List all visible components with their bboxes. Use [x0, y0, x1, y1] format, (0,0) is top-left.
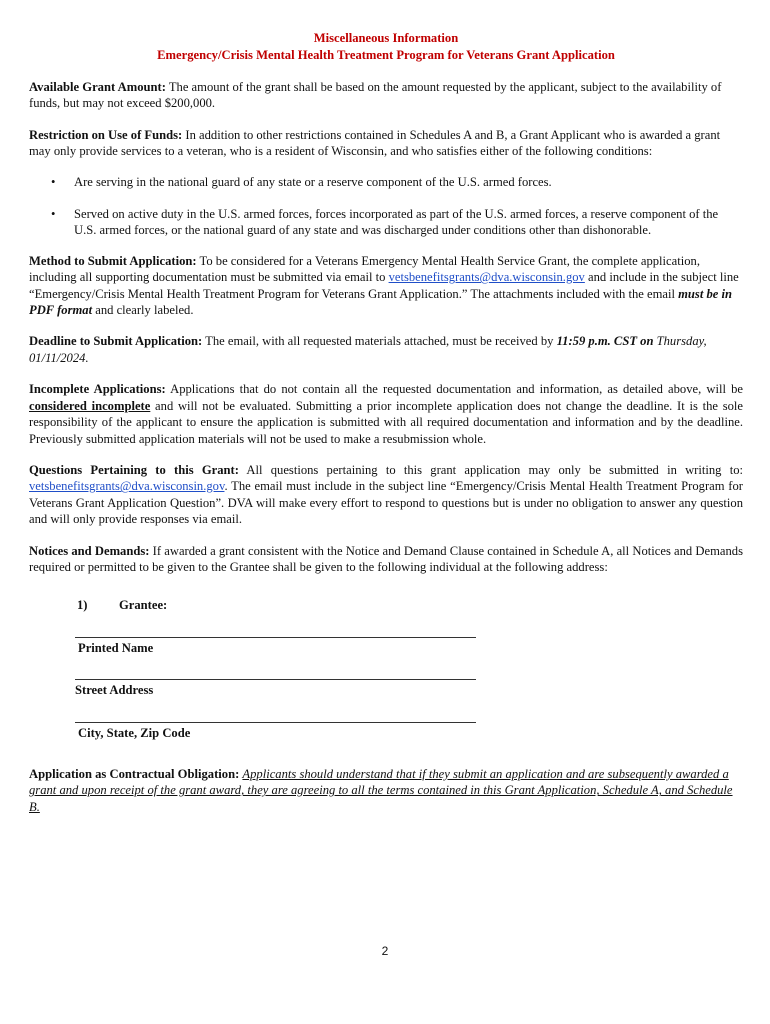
list-item [29, 206, 743, 239]
incomplete-emphasis: considered incomplete [29, 398, 151, 413]
page-number: 2 [381, 944, 389, 958]
city-state-zip-label: City, State, Zip Code [78, 725, 191, 740]
grantee-number: 1) [77, 598, 88, 613]
incomplete-heading: Incomplete Applications: [29, 382, 166, 397]
printed-name-label: Printed Name [78, 640, 154, 655]
grant-amount-heading: Available Grant Amount: [29, 80, 166, 94]
method-text-1: To be considered for a Veterans Emergency Mental Health Service Grant, the complete application, including all supporting documentation must be submitted via email to [29, 253, 700, 285]
signature-line [75, 722, 476, 723]
deadline-section [29, 333, 743, 366]
incomplete-text-2: and will not be evaluated. Submitting a prior incomplete application does not change the deadline. It is the sole responsibility of the applicant to ensure the application is submitted with all required documentation and information and by the deadline. Previously submitted application materials will not be used to make a resubmission whole. [29, 398, 743, 446]
restriction-heading: Restriction on Use of Funds: [29, 127, 183, 142]
restriction-section [29, 127, 743, 160]
document-header [29, 30, 743, 64]
deadline-text: The email, with all requested materials attached, must be received by [202, 334, 557, 349]
incomplete-text-1: Applications that do not contain all the requested documentation and information, as detailed above, will be [165, 382, 743, 397]
deadline-time: 11:59 p.m. CST on [556, 334, 654, 349]
deadline-date: Thursday, 01/11/2024. [29, 334, 707, 365]
deadline-heading: Deadline to Submit Application: [29, 334, 203, 349]
document-page [29, 30, 743, 815]
bullet-icon: • [51, 174, 56, 189]
method-text-3: and clearly labeled. [92, 303, 194, 318]
grant-amount-section [29, 79, 743, 112]
notices-heading: Notices and Demands: [29, 543, 150, 558]
list-item [29, 174, 743, 190]
street-address-label: Street Address [75, 683, 154, 698]
printed-name-field[interactable] [75, 637, 476, 656]
street-address-field[interactable] [75, 679, 476, 698]
restriction-text: In addition to other restrictions contained in Schedules A and B, a Grant Applicant who is awarded a grant may only provide services to a veteran, who is a resident of Wisconsin, and who satisfies either of the following conditions: [29, 127, 721, 159]
submission-email-link[interactable]: vetsbenefitsgrants@dva.wisconsin.gov [388, 270, 585, 285]
method-text-2: and include in the subject line “Emergency/Crisis Mental Health Treatment Program for Veterans Grant Application.” The attachments included with the email [29, 270, 739, 301]
pdf-format-emphasis: must be in PDF format [29, 286, 733, 318]
obligation-heading: Application as Contractual Obligation: [29, 766, 240, 781]
conditions-list [29, 174, 743, 239]
bullet-icon: • [51, 207, 56, 222]
questions-email-link[interactable]: vetsbenefitsgrants@dva.wisconsin.gov [29, 479, 225, 494]
obligation-section [29, 766, 743, 815]
notices-text: If awarded a grant consistent with the Notice and Demand Clause contained in Schedule A, all Notices and Demands required or permitted to be given to the Grantee shall be given to the following individual at the following address: [29, 543, 743, 574]
condition-text: Served on active duty in the U.S. armed forces, forces incorporated as part of the U.S. armed forces, a reserve component of the U.S. armed forces, or the national guard of any state and was discharged under conditions other than dishonorable. [74, 207, 719, 238]
city-state-zip-field[interactable] [75, 722, 476, 741]
grantee-heading [29, 597, 743, 613]
condition-text: Are serving in the national guard of any state or a reserve component of the U.S. armed forces. [74, 174, 552, 189]
incomplete-section [29, 381, 743, 447]
questions-text-1: All questions pertaining to this grant application may only be submitted in writing to: [238, 462, 743, 477]
signature-line [75, 637, 476, 638]
questions-section [29, 462, 743, 528]
header-line-2: Emergency/Crisis Mental Health Treatment Program for Veterans Grant Application [157, 48, 615, 62]
questions-text-2: . The email must include in the subject line “Emergency/Crisis Mental Health Treatment Program for Veterans Grant Application Question”. DVA will make every effort to respond to questions but is under no obligation to answer any question and will only provide responses via email. [29, 479, 743, 527]
obligation-text: Applicants should understand that if they submit an application and are subsequently awarded a grant and upon receipt of the grant award, they are agreeing to all the terms contained in this Grant Application, Schedule A, and Schedule B. [29, 766, 733, 814]
method-section [29, 253, 743, 319]
header-line-1: Miscellaneous Information [313, 31, 459, 45]
notices-section [29, 543, 743, 576]
questions-heading: Questions Pertaining to this Grant: [29, 462, 239, 477]
grantee-label: Grantee: [119, 598, 168, 613]
method-heading: Method to Submit Application: [29, 253, 197, 268]
grant-amount-text: The amount of the grant shall be based on the amount requested by the applicant, subject to the availability of funds, but may not exceed $200,000. [29, 80, 722, 111]
signature-line [75, 679, 476, 680]
